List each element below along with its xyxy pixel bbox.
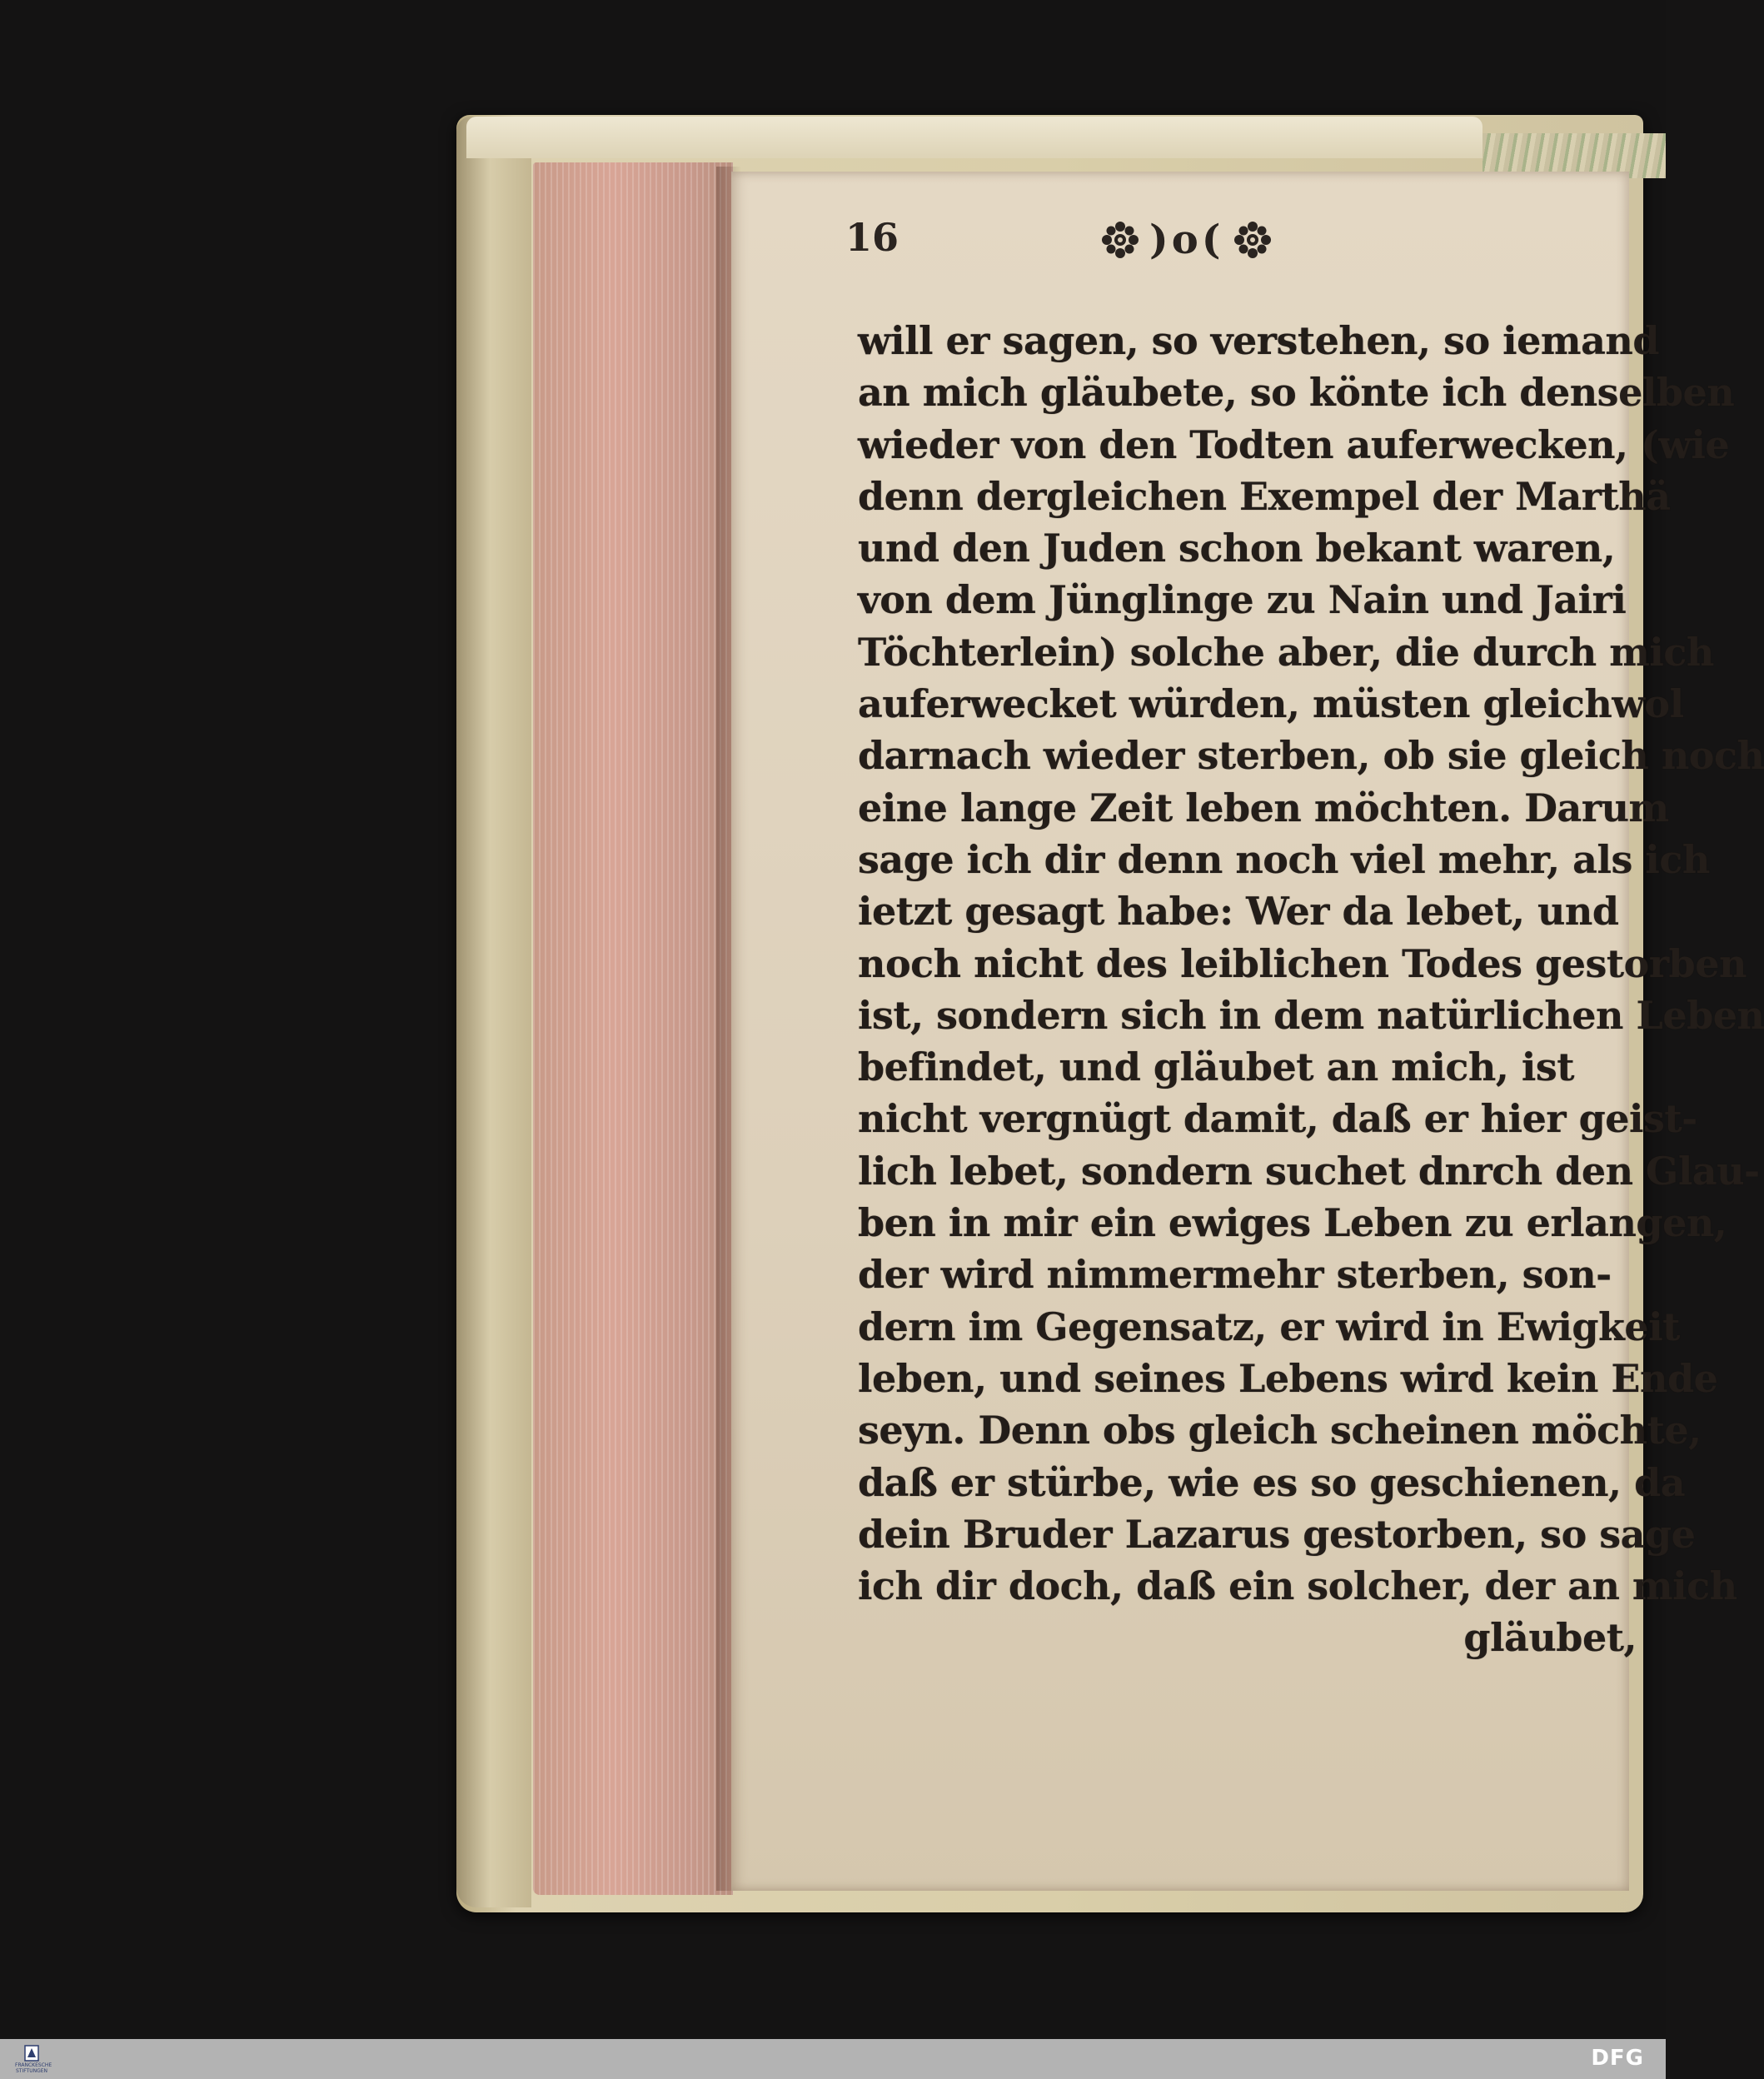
header-ornament <box>1099 217 1273 263</box>
text-line: dern im Gegensatz, er wird in Ewigkeit <box>858 1304 1680 1349</box>
book-cover-spine <box>456 117 531 1907</box>
rosette-ornament-icon <box>1232 219 1273 261</box>
viewer-footer-bar <box>0 2039 1666 2079</box>
text-line: seyn. Denn obs gleich scheinen möchte, <box>858 1408 1702 1453</box>
text-line: ietzt gesagt habe: Wer da lebet, und <box>858 889 1619 935</box>
text-line: darnach wieder sterben, ob sie gleich noch <box>858 733 1764 779</box>
text-line: will er sagen, so verstehen, so iemand <box>858 318 1660 363</box>
text-line: Töchterlein) solche aber, die durch mich <box>858 629 1714 675</box>
dfg-logo[interactable]: DFG <box>1591 2046 1644 2071</box>
text-line: befindet, und gläubet an mich, ist <box>858 1044 1575 1090</box>
foundation-logo[interactable] <box>15 2042 52 2076</box>
page-fore-edge <box>533 162 733 1895</box>
text-line: auferwecket würden, müsten gleichwol <box>858 681 1684 727</box>
ornament-text: )o( <box>1149 217 1224 263</box>
page-header <box>845 215 1387 282</box>
text-line: der wird nimmermehr sterben, son- <box>858 1252 1612 1298</box>
text-line: und den Juden schon bekant waren, <box>858 526 1616 571</box>
text-line: nicht vergnügt damit, daß er hier geist- <box>858 1096 1697 1142</box>
text-line: sage ich dir denn noch viel mehr, als ich <box>858 836 1710 882</box>
text-line: eine lange Zeit leben möchten. Darum <box>858 785 1669 830</box>
text-line: ist, sondern sich in dem natürlichen Leben <box>858 992 1764 1038</box>
text-line: denn dergleichen Exempel der Marthä <box>858 473 1671 519</box>
text-line: ich dir doch, daß ein solcher, der an mich <box>858 1563 1737 1609</box>
catchword: gläubet, <box>1463 1615 1637 1661</box>
text-line: von dem Jünglinge zu Nain und Jairi <box>858 577 1627 623</box>
text-line: dein Bruder Lazarus gestorben, so sage <box>858 1511 1696 1557</box>
text-line: leben, und seines Lebens wird kein Ende <box>858 1355 1718 1401</box>
text-line: ben in mir ein ewiges Leben zu erlangen, <box>858 1200 1727 1246</box>
logo-caption: FRANCKESCHE STIFTUNGEN <box>15 2062 52 2074</box>
text-line: wieder von den Todten auferwecken, (wie <box>858 421 1730 467</box>
rosette-ornament-icon <box>1099 219 1141 261</box>
book-cover-top-edge <box>466 117 1482 158</box>
text-line: daß er stürbe, wie es so geschienen, da <box>858 1459 1686 1505</box>
text-line: noch nicht des leiblichen Todes gestorben <box>858 940 1747 986</box>
foundation-logo-icon <box>22 2044 41 2062</box>
text-line: an mich gläubete, so könte ich denselben <box>858 370 1735 416</box>
page-text <box>858 315 1764 1664</box>
text-line: lich lebet, sondern suchet dnrch den Glau- <box>858 1148 1760 1194</box>
page-number: 16 <box>845 215 899 260</box>
